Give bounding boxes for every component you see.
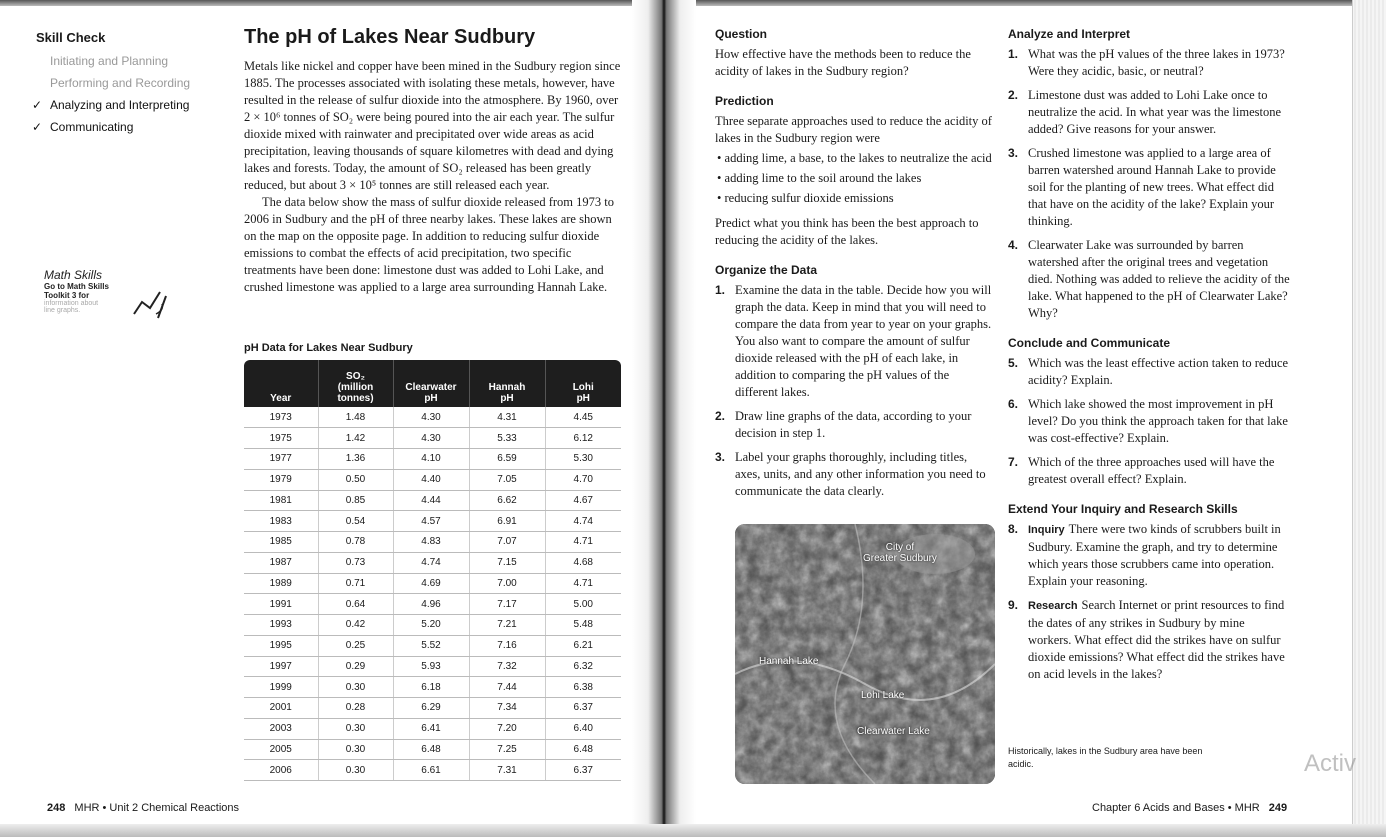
prediction-bullet (715, 150, 995, 167)
prediction-bullet (715, 170, 995, 187)
cell-year: 1999 (244, 677, 318, 698)
cell-year: 2006 (244, 760, 318, 781)
check-icon: ✓ (32, 120, 43, 134)
cell-lohi-ph: 6.32 (545, 656, 621, 677)
bullet-icon: • (717, 171, 725, 185)
book-gutter (632, 0, 696, 837)
cell-year: 1993 (244, 615, 318, 636)
cell-hannah-ph: 7.31 (469, 760, 545, 781)
table-row (244, 615, 621, 636)
cell-lohi-ph: 5.48 (545, 615, 621, 636)
cell-so2: 0.30 (318, 677, 393, 698)
table-row (244, 573, 621, 594)
cell-lohi-ph: 4.70 (545, 469, 621, 490)
cell-lohi-ph: 4.68 (545, 552, 621, 573)
extend-list (1008, 521, 1290, 683)
header-hannah: Hannah pH (469, 360, 545, 407)
cell-clearwater-ph: 5.93 (393, 656, 469, 677)
cell-year: 1983 (244, 511, 318, 532)
cell-clearwater-ph: 4.57 (393, 511, 469, 532)
table-row (244, 428, 621, 449)
math-skills-line1: Go to Math Skills (44, 282, 109, 291)
question-text: How effective have the methods been to reduce the acidity of lakes in the Sudbury region? (715, 47, 971, 78)
prediction-closing: Predict what you think has been the best approach to reducing the acidity of the lakes. (715, 216, 979, 247)
skill-check-heading: Skill Check (36, 30, 106, 45)
prediction-bullets (715, 150, 995, 207)
table-row (244, 407, 621, 428)
cell-clearwater-ph: 6.29 (393, 698, 469, 719)
map-label-clearwater: Clearwater Lake (857, 726, 930, 737)
skill-check-item (32, 94, 236, 116)
item-number: 5. (1008, 356, 1019, 370)
item-number: 6. (1008, 397, 1019, 411)
cell-year: 1973 (244, 407, 318, 428)
cell-so2: 0.71 (318, 573, 393, 594)
map-label-hannah: Hannah Lake (759, 656, 819, 667)
intro-paragraph-2: The data below show the mass of sulfur dioxide released from 1973 to 2006 in Sudbury and the pH of three nearby lakes. These lakes are shown on the map on the opposite page. In addition to reducing sulfur dioxide emissions to combat the effects of acid precipitation, two specific treatments have been done: limestone dust was added to Lohi Lake, and crushed limestone was applied to a large area surrounding Hannah Lake. (244, 195, 614, 294)
prediction-heading: Prediction (715, 94, 774, 108)
extend-heading: Extend Your Inquiry and Research Skills (1008, 502, 1238, 516)
table-row (244, 594, 621, 615)
cell-so2: 0.30 (318, 739, 393, 760)
prediction-section (715, 93, 995, 249)
right-column-1 (715, 26, 995, 513)
table-row (244, 718, 621, 739)
cell-hannah-ph: 4.31 (469, 407, 545, 428)
skill-check-item (32, 116, 236, 138)
cell-clearwater-ph: 4.96 (393, 594, 469, 615)
cell-clearwater-ph: 4.30 (393, 428, 469, 449)
list-item (715, 282, 995, 401)
skill-check-label: Analyzing and Interpreting (50, 98, 190, 112)
table-body (244, 407, 621, 781)
math-skills-heading: Math Skills (44, 268, 103, 282)
header-lohi: Lohi pH (545, 360, 621, 407)
item-text: Which lake showed the most improvement in pH level? Do you think the approach taken for that lake was cost-effective? Explain. (1028, 397, 1288, 445)
item-number: 1. (715, 283, 726, 297)
table-row (244, 511, 621, 532)
cell-lohi-ph: 4.45 (545, 407, 621, 428)
math-skills-line3: information about (44, 300, 99, 307)
cell-year: 1991 (244, 594, 318, 615)
cell-year: 2005 (244, 739, 318, 760)
table-row (244, 490, 621, 511)
skill-check-item (36, 72, 236, 94)
cell-so2: 0.64 (318, 594, 393, 615)
item-text: There were two kinds of scrubbers built in Sudbury. Examine the graph, and try to determine which years those scrubbers came into operation. Explain your reasoning. (1028, 522, 1281, 588)
cell-clearwater-ph: 4.74 (393, 552, 469, 573)
cell-year: 1981 (244, 490, 318, 511)
organize-heading: Organize the Data (715, 263, 818, 277)
item-number: 4. (1008, 238, 1019, 252)
list-item (715, 408, 995, 442)
skill-check-item (36, 50, 236, 72)
list-item (1008, 237, 1290, 322)
item-number: 2. (1008, 88, 1019, 102)
item-number: 3. (715, 450, 726, 464)
list-item (1008, 454, 1290, 488)
map-caption: Historically, lakes in the Sudbury area have been acidic. (1008, 746, 1203, 769)
intro-text (244, 58, 624, 296)
map-label-lohi: Lohi Lake (861, 690, 905, 701)
cell-so2: 0.50 (318, 469, 393, 490)
item-text: Which of the three approaches used will have the greatest overall effect? Explain. (1028, 455, 1275, 486)
prediction-bullet-text: reducing sulfur dioxide emissions (724, 191, 894, 205)
skill-check-label: Communicating (50, 120, 134, 134)
cell-hannah-ph: 7.21 (469, 615, 545, 636)
footer-left-text: MHR • Unit 2 Chemical Reactions (74, 802, 240, 814)
list-item (715, 449, 995, 500)
table-header-row (244, 360, 621, 407)
page-title: The pH of Lakes Near Sudbury (244, 26, 536, 48)
conclude-section (1008, 335, 1290, 488)
table-row (244, 656, 621, 677)
item-text: Crushed limestone was applied to a large area of barren watershed around Hannah Lake to provide soil for the planting of new trees. What effect did that have on the acidity of the lake? Explain your thinking. (1028, 146, 1276, 228)
analyze-heading: Analyze and Interpret (1008, 27, 1131, 41)
cell-so2: 0.42 (318, 615, 393, 636)
table-row (244, 739, 621, 760)
prediction-bullet (715, 190, 995, 207)
cell-hannah-ph: 7.34 (469, 698, 545, 719)
cell-hannah-ph: 6.62 (469, 490, 545, 511)
table-row (244, 698, 621, 719)
table-row (244, 469, 621, 490)
cell-lohi-ph: 6.37 (545, 760, 621, 781)
cell-hannah-ph: 6.91 (469, 511, 545, 532)
table-row (244, 449, 621, 470)
item-number: 9. (1008, 598, 1019, 612)
item-number: 3. (1008, 146, 1019, 160)
cell-so2: 1.42 (318, 428, 393, 449)
item-number: 2. (715, 409, 726, 423)
cell-year: 1987 (244, 552, 318, 573)
cell-lohi-ph: 5.00 (545, 594, 621, 615)
map-label-city: City of Greater Sudbury (863, 542, 937, 564)
cell-hannah-ph: 7.32 (469, 656, 545, 677)
item-text: Examine the data in the table. Decide how you will graph the data. Keep in mind that you will need to compare the data from year to year on your graphs. You also want to compare the amount of sulfur dioxide released with the pH of each lake, in addition to comparing the pH values of the different lakes. (735, 283, 992, 399)
cell-clearwater-ph: 4.44 (393, 490, 469, 511)
item-text: Label your graphs thoroughly, including titles, axes, units, and any other information you need to communicate the data clearly. (735, 450, 986, 498)
item-text: Clearwater Lake was surrounded by barren watershed after the original trees and vegetation died. Nothing was added to relieve the acidity of the lake. What happened to the pH of Clearwater Lake? Why? (1028, 238, 1290, 320)
cell-lohi-ph: 4.74 (545, 511, 621, 532)
cell-lohi-ph: 5.30 (545, 449, 621, 470)
cell-lohi-ph: 4.71 (545, 573, 621, 594)
cell-year: 1979 (244, 469, 318, 490)
item-text: What was the pH values of the three lakes in 1973? Were they acidic, basic, or neutral? (1028, 47, 1285, 78)
item-text: Which was the least effective action taken to reduce acidity? Explain. (1028, 356, 1289, 387)
cell-clearwater-ph: 4.83 (393, 532, 469, 553)
item-text: Draw line graphs of the data, according to your decision in step 1. (735, 409, 972, 440)
page-number-left: 248 (47, 802, 66, 814)
cell-hannah-ph: 7.07 (469, 532, 545, 553)
cell-hannah-ph: 7.25 (469, 739, 545, 760)
cell-clearwater-ph: 5.20 (393, 615, 469, 636)
list-item (1008, 87, 1290, 138)
header-clearwater: Clearwater pH (393, 360, 469, 407)
table-row (244, 677, 621, 698)
item-keyword: Research (1028, 600, 1078, 612)
footer-left (47, 802, 239, 814)
cell-so2: 0.29 (318, 656, 393, 677)
cell-year: 1995 (244, 635, 318, 656)
question-section (715, 26, 995, 80)
cell-clearwater-ph: 6.41 (393, 718, 469, 739)
cell-clearwater-ph: 6.18 (393, 677, 469, 698)
cell-lohi-ph: 6.38 (545, 677, 621, 698)
question-heading: Question (715, 27, 768, 41)
cell-so2: 0.73 (318, 552, 393, 573)
cell-clearwater-ph: 4.40 (393, 469, 469, 490)
bullet-icon: • (717, 151, 725, 165)
cell-so2: 0.85 (318, 490, 393, 511)
list-item (1008, 396, 1290, 447)
list-item (1008, 46, 1290, 80)
organize-section (715, 262, 995, 500)
ph-data-table (244, 360, 621, 781)
cell-hannah-ph: 6.59 (469, 449, 545, 470)
cell-year: 1977 (244, 449, 318, 470)
cell-hannah-ph: 7.20 (469, 718, 545, 739)
table-row (244, 532, 621, 553)
cell-year: 1997 (244, 656, 318, 677)
page-stack-edge (1352, 0, 1386, 837)
cell-lohi-ph: 4.67 (545, 490, 621, 511)
cell-hannah-ph: 7.00 (469, 573, 545, 594)
cell-so2: 0.30 (318, 760, 393, 781)
list-item (1008, 355, 1290, 389)
prediction-bullet-text: adding lime, a base, to the lakes to neutralize the acid (724, 151, 992, 165)
table-row (244, 635, 621, 656)
item-keyword: Inquiry (1028, 524, 1065, 536)
skill-check-label: Performing and Recording (50, 76, 191, 90)
item-text: Search Internet or print resources to find the dates of any strikes in Sudbury by mine workers. What effect did the strikes have on sulfur dioxide emissions? What effect did the strikes have on acid levels in the lakes? (1028, 598, 1285, 681)
cell-hannah-ph: 7.17 (469, 594, 545, 615)
cell-lohi-ph: 4.71 (545, 532, 621, 553)
cell-lohi-ph: 6.48 (545, 739, 621, 760)
cell-clearwater-ph: 6.48 (393, 739, 469, 760)
cell-so2: 0.30 (318, 718, 393, 739)
satellite-map (735, 524, 995, 784)
cell-hannah-ph: 7.15 (469, 552, 545, 573)
os-activation-watermark: Activ (1304, 750, 1357, 777)
skill-check-list (32, 50, 236, 138)
extend-section (1008, 501, 1290, 683)
math-skills-line4: line graphs. (44, 307, 81, 314)
cell-clearwater-ph: 5.52 (393, 635, 469, 656)
intro-paragraph-1: Metals like nickel and copper have been mined in the Sudbury region since 1885. The processes associated with isolating these metals, however, have resulted in the release of sulfur dioxide into the atmosphere. By 1960, over 2 × 10⁶ tonnes of SO₂ were being poured into the air each year. The sulfur dioxide mixed with rainwater and precipitated over wide areas as acid precipitation, leaving thousands of square kilometres with dead and dying lakes and forests. Today, the amount of SO₂ released has been greatly reduced, but about 3 × 10⁵ tonnes are still released each year. (244, 59, 621, 192)
cell-clearwater-ph: 6.61 (393, 760, 469, 781)
table-title: pH Data for Lakes Near Sudbury (244, 342, 413, 354)
cell-so2: 0.25 (318, 635, 393, 656)
list-item (1008, 521, 1290, 590)
item-text: Limestone dust was added to Lohi Lake once to neutralize the acid. In what year was the limestone added? Give reasons for your answer. (1028, 88, 1282, 136)
analyze-list (1008, 46, 1290, 322)
footer-right-text: Chapter 6 Acids and Bases • MHR (1092, 802, 1260, 814)
cell-so2: 1.36 (318, 449, 393, 470)
conclude-heading: Conclude and Communicate (1008, 336, 1171, 350)
list-item (1008, 597, 1290, 683)
table-row (244, 760, 621, 781)
cell-year: 2001 (244, 698, 318, 719)
math-skills-box (44, 268, 174, 314)
item-number: 1. (1008, 47, 1019, 61)
right-column-2 (1008, 26, 1290, 696)
cell-year: 1975 (244, 428, 318, 449)
item-number: 7. (1008, 455, 1019, 469)
cell-year: 1989 (244, 573, 318, 594)
cell-lohi-ph: 6.40 (545, 718, 621, 739)
header-so2: SO₂ (million tonnes) (318, 360, 393, 407)
cell-so2: 0.28 (318, 698, 393, 719)
prediction-bullet-text: adding lime to the soil around the lakes (724, 171, 922, 185)
footer-right (1092, 802, 1287, 814)
header-year: Year (244, 360, 318, 407)
skill-check-label: Initiating and Planning (50, 54, 169, 68)
cell-hannah-ph: 7.44 (469, 677, 545, 698)
check-icon: ✓ (32, 98, 43, 112)
item-number: 8. (1008, 522, 1019, 536)
scan-bottom-edge (0, 824, 1386, 837)
cell-clearwater-ph: 4.30 (393, 407, 469, 428)
cell-hannah-ph: 5.33 (469, 428, 545, 449)
cell-hannah-ph: 7.05 (469, 469, 545, 490)
cell-lohi-ph: 6.21 (545, 635, 621, 656)
list-item (1008, 145, 1290, 230)
cell-so2: 0.78 (318, 532, 393, 553)
cell-lohi-ph: 6.37 (545, 698, 621, 719)
prediction-text: Three separate approaches used to reduce the acidity of lakes in the Sudbury region were (715, 114, 992, 145)
cell-so2: 0.54 (318, 511, 393, 532)
math-skills-line2: Toolkit 3 for (44, 291, 90, 300)
cell-clearwater-ph: 4.10 (393, 449, 469, 470)
graph-pencil-icon (130, 284, 170, 324)
cell-hannah-ph: 7.16 (469, 635, 545, 656)
skill-check-box (32, 30, 236, 138)
table-row (244, 552, 621, 573)
cell-year: 2003 (244, 718, 318, 739)
page-number-right: 249 (1268, 802, 1288, 814)
conclude-list (1008, 355, 1290, 488)
cell-so2: 1.48 (318, 407, 393, 428)
cell-year: 1985 (244, 532, 318, 553)
cell-clearwater-ph: 4.69 (393, 573, 469, 594)
bullet-icon: • (717, 191, 725, 205)
analyze-section (1008, 26, 1290, 322)
cell-lohi-ph: 6.12 (545, 428, 621, 449)
organize-list (715, 282, 995, 500)
